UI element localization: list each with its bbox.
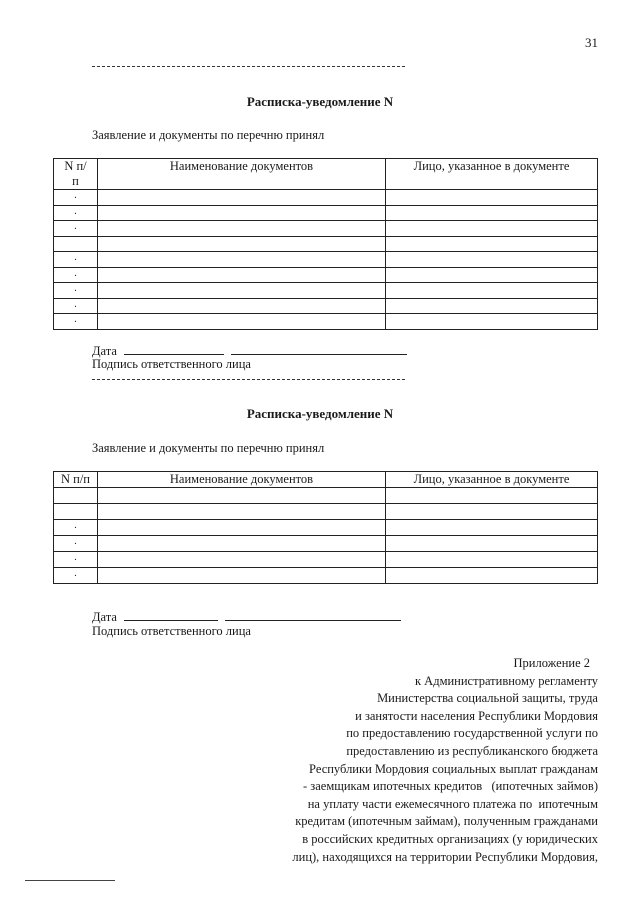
row-documents-cell xyxy=(98,314,386,330)
appendix-title: Приложение 2 xyxy=(513,656,590,670)
receipt-1-intro: Заявление и документы по перечню принял xyxy=(92,128,325,142)
row-number-cell: . xyxy=(54,298,98,314)
row-number-cell: . xyxy=(54,568,98,584)
col-documents-header: Наименование документов xyxy=(98,159,386,190)
row-documents-cell xyxy=(98,504,386,520)
row-number-cell xyxy=(54,504,98,520)
date-label: Дата xyxy=(92,344,117,358)
row-person-cell xyxy=(386,252,598,268)
row-documents-cell xyxy=(98,205,386,221)
table-row xyxy=(54,520,598,536)
row-number-cell: . xyxy=(54,552,98,568)
table-row xyxy=(54,314,598,330)
appendix-line: Министерства социальной защиты, труда xyxy=(377,691,598,706)
row-documents-cell xyxy=(98,283,386,299)
receipt-2-title: Расписка-уведомление N xyxy=(246,406,394,421)
table-row xyxy=(54,536,598,552)
appendix-line: и занятости населения Республики Мордовия xyxy=(355,708,598,723)
row-documents-cell xyxy=(98,520,386,536)
row-documents-cell xyxy=(98,298,386,314)
receipt-2-date-row xyxy=(92,609,401,625)
col-person-header: Лицо, указанное в документе xyxy=(386,159,598,190)
row-person-cell xyxy=(386,552,598,568)
row-documents-cell xyxy=(98,488,386,504)
appendix-line: по предоставлению государственной услуги по xyxy=(346,726,598,741)
page-number: 31 xyxy=(585,35,598,50)
row-number-cell: . xyxy=(54,190,98,206)
appendix-block xyxy=(268,655,598,866)
footnote-rule xyxy=(25,880,115,881)
appendix-line: в российских кредитных организациях (у юридических xyxy=(302,831,598,846)
table-header-row xyxy=(54,159,598,190)
appendix-line: предоставлению из республиканского бюджета xyxy=(346,743,598,758)
row-person-cell xyxy=(386,221,598,237)
table-row xyxy=(54,236,598,252)
row-number-cell: . xyxy=(54,314,98,330)
table-row xyxy=(54,221,598,237)
col-person-header: Лицо, указанное в документе xyxy=(386,472,598,488)
row-documents-cell xyxy=(98,190,386,206)
table-header-row xyxy=(54,472,598,488)
cut-line-top xyxy=(92,66,405,67)
receipt-1-signature: Подпись ответственного лица xyxy=(92,357,251,371)
col-documents-header: Наименование документов xyxy=(98,472,386,488)
appendix-line: - заемщикам ипотечных кредитов (ипотечных займов) xyxy=(303,779,598,794)
row-number-cell: . xyxy=(54,267,98,283)
col-number-header: N п/п xyxy=(54,159,98,190)
row-number-cell: . xyxy=(54,520,98,536)
row-number-cell: . xyxy=(54,221,98,237)
row-person-cell xyxy=(386,205,598,221)
table-row xyxy=(54,252,598,268)
row-number-cell: . xyxy=(54,283,98,299)
table-row xyxy=(54,267,598,283)
row-person-cell xyxy=(386,236,598,252)
row-documents-cell xyxy=(98,236,386,252)
row-number-cell: . xyxy=(54,205,98,221)
row-person-cell xyxy=(386,568,598,584)
receipt-2-table xyxy=(53,471,598,584)
appendix-line: кредитам (ипотечным займам), полученным гражданами xyxy=(295,814,598,829)
date-blank-2 xyxy=(231,343,407,355)
table-row xyxy=(54,552,598,568)
table-row xyxy=(54,504,598,520)
row-person-cell xyxy=(386,488,598,504)
row-documents-cell xyxy=(98,252,386,268)
receipt-1-table xyxy=(53,158,598,330)
row-person-cell xyxy=(386,504,598,520)
row-number-cell xyxy=(54,488,98,504)
row-documents-cell xyxy=(98,536,386,552)
appendix-line: к Административному регламенту xyxy=(414,673,598,688)
appendix-line: на уплату части ежемесячного платежа по ипотечным xyxy=(307,796,598,811)
row-person-cell xyxy=(386,267,598,283)
date-blank-2 xyxy=(225,609,401,621)
row-person-cell xyxy=(386,536,598,552)
table-row xyxy=(54,190,598,206)
col-number-header: N п/п xyxy=(54,472,98,488)
table-row xyxy=(54,488,598,504)
row-person-cell xyxy=(386,298,598,314)
row-person-cell xyxy=(386,314,598,330)
receipt-2-intro: Заявление и документы по перечню принял xyxy=(92,441,325,455)
row-number-cell: . xyxy=(54,252,98,268)
table-row xyxy=(54,298,598,314)
row-documents-cell xyxy=(98,568,386,584)
appendix-line: лиц), находящихся на территории Республики Мордовия, xyxy=(292,849,598,864)
cut-line-middle xyxy=(92,379,405,380)
date-blank xyxy=(124,343,224,355)
row-person-cell xyxy=(386,283,598,299)
row-number-cell xyxy=(54,236,98,252)
date-label: Дата xyxy=(92,610,117,624)
row-person-cell xyxy=(386,520,598,536)
date-blank xyxy=(124,609,218,621)
row-documents-cell xyxy=(98,267,386,283)
receipt-2-signature: Подпись ответственного лица xyxy=(92,624,251,638)
receipt-1-title: Расписка-уведомление N xyxy=(246,94,394,109)
table-row xyxy=(54,568,598,584)
row-person-cell xyxy=(386,190,598,206)
table-row xyxy=(54,205,598,221)
table-row xyxy=(54,283,598,299)
row-documents-cell xyxy=(98,552,386,568)
row-documents-cell xyxy=(98,221,386,237)
appendix-line: Республики Мордовия социальных выплат гражданам xyxy=(309,761,598,776)
row-number-cell: . xyxy=(54,536,98,552)
